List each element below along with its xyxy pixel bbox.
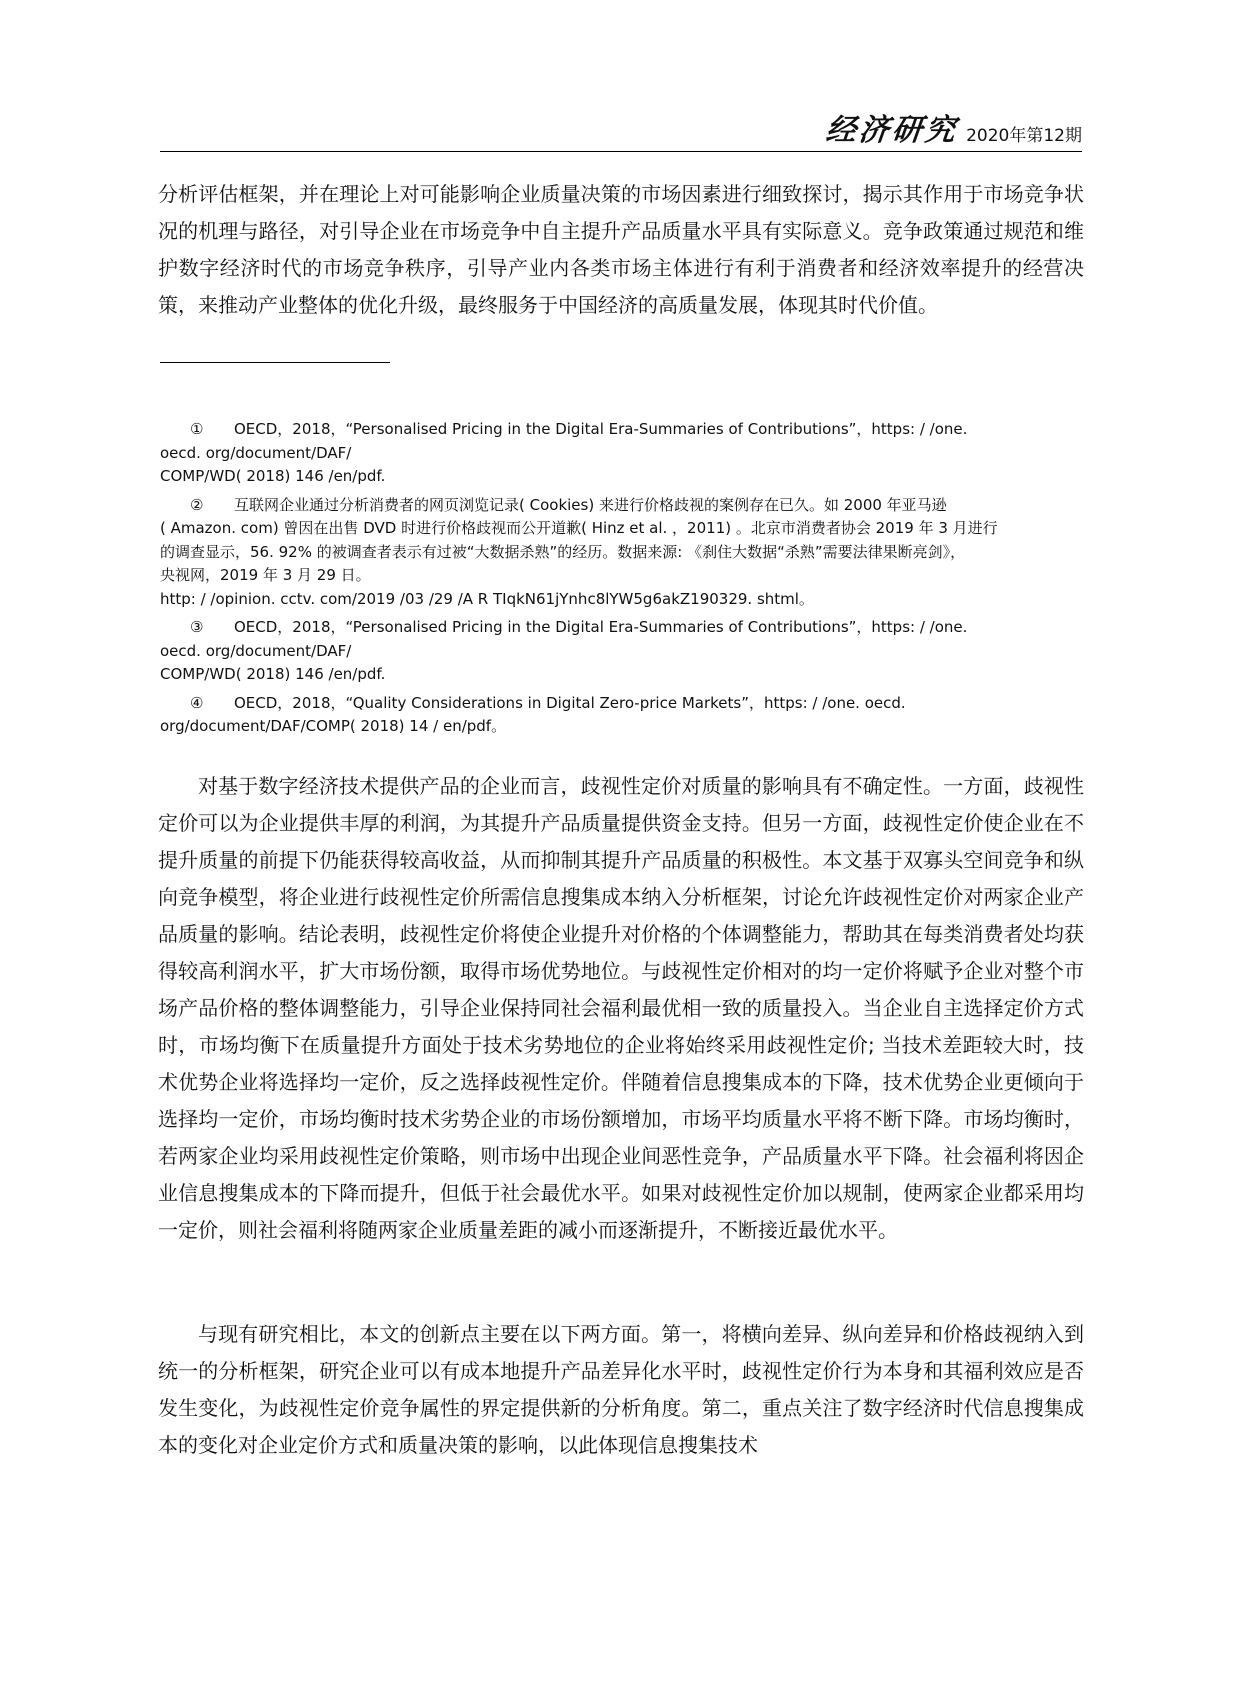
footnote-text: OECD，2018，“Quality Considerations in Digital Zero-price Markets”，https: / /one. oecd. bbox=[234, 693, 906, 712]
footnote-2 bbox=[160, 494, 1080, 612]
footnote-text: COMP/WD( 2018) 146 /en/pdf. bbox=[160, 467, 386, 485]
footnote-marker: ③ bbox=[190, 618, 204, 636]
footnote-text: 互联网企业通过分析消费者的网页浏览记录( Cookies) 来进行价格歧视的案例存在已久。如 2000 年亚马逊 bbox=[234, 495, 947, 514]
body-paragraph-2: 对基于数字经济技术提供产品的企业而言，歧视性定价对质量的影响具有不确定性。一方面，歧视性定价可以为企业提供丰厚的利润，为其提升产品质量提供资金支持。但另一方面，歧视性定价使企业在不提升质量的前提下仍能获得较高收益，从而抑制其提升产品质量的积极性。本文基于双寡头空间竞争和纵向竞争模型，将企业进行歧视性定价所需信息搜集成本纳入分析框架，讨论允许歧视性定价对两家企业产品质量的影响。结论表明，歧视性定价将使企业提升对价格的个体调整能力，帮助其在每类消费者处均获得较高利润水平，扩大市场份额，取得市场优势地位。与歧视性定价相对的均一定价将赋予企业对整个市场产品价格的整体调整能力，引导企业保持同社会福利最优相一致的质量投入。当企业自主选择定价方式时，市场均衡下在质量提升方面处于技术劣势地位的企业将始终采用歧视性定价; 当技术差距较大时，技术优势企业将选择均一定价，反之选择歧视性定价。伴随着信息搜集成本的下降，技术优势企业更倾向于选择均一定价，市场均衡时技术劣势企业的市场份额增加，市场平均质量水平将不断下降。市场均衡时，若两家企业均采用歧视性定价策略，则市场中出现企业间恶性竞争，产品质量水平下降。社会福利将因企业信息搜集成本的下降而提升，但低于社会最优水平。如果对歧视性定价加以规制，使两家企业都采用均一定价，则社会福利将随两家企业质量差距的减小而逐渐提升，不断接近最优水平。 bbox=[158, 774, 1084, 1242]
footnote-text: 央视网，2019 年 3 月 29 日。 bbox=[160, 566, 371, 584]
footnote-text: 的调查显示，56. 92% 的被调查者表示有过被“大数据杀熟”的经历。数据来源: 《刹住大数据“杀熟”需要法律果断亮剑》， bbox=[160, 542, 966, 561]
footnote-4 bbox=[160, 692, 1080, 739]
footnote-link[interactable]: http: / /opinion. cctv. com/2019 /03 /29 /A R TIqkN61jYnhc8lYW5g6akZ190329. shtml。 bbox=[160, 589, 814, 608]
body-paragraph-1: 分析评估框架，并在理论上对可能影响企业质量决策的市场因素进行细致探讨，揭示其作用于市场竞争状况的机理与路径，对引导企业在市场竞争中自主提升产品质量水平具有实际意义。竞争政策通过规范和维护数字经济时代的市场竞争秩序，引导产业内各类市场主体进行有利于消费者和经济效率提升的经营决策，来推动产业整体的优化升级，最终服务于中国经济的高质量发展，体现其时代价值。 bbox=[158, 182, 1084, 317]
header-rule bbox=[160, 151, 1082, 152]
journal-name: 经济研究 bbox=[824, 113, 960, 148]
footnote-text: org/document/DAF/COMP( 2018) 14 / en/pdf。 bbox=[160, 717, 507, 735]
footnote-separator bbox=[160, 362, 390, 363]
footnote-3 bbox=[160, 616, 1080, 687]
footnote-marker: ① bbox=[190, 420, 204, 438]
footnote-text: COMP/WD( 2018) 146 /en/pdf. bbox=[160, 665, 386, 683]
footnote-text: ( Amazon. com) 曾因在出售 DVD 时进行价格歧视而公开道歉( Hinz et al. ，2011) 。北京市消费者协会 2019 年 3 月进行 bbox=[160, 519, 998, 537]
footnote-text: OECD，2018，“Personalised Pricing in the Digital Era-Summaries of Contributions”，https: / /one. bbox=[234, 618, 968, 636]
footnotes bbox=[160, 418, 1080, 739]
journal-issue: 2020年第12期 bbox=[966, 126, 1082, 146]
footnote-marker: ④ bbox=[190, 693, 204, 712]
footnote-1 bbox=[160, 418, 1080, 489]
running-header bbox=[160, 112, 1082, 152]
journal-masthead bbox=[826, 114, 1082, 148]
footnote-text: oecd. org/document/DAF/ bbox=[160, 443, 352, 462]
footnote-text: OECD，2018，“Personalised Pricing in the Digital Era-Summaries of Contributions”，https: / /one. bbox=[234, 420, 968, 438]
body-paragraph-3: 与现有研究相比，本文的创新点主要在以下两方面。第一，将横向差异、纵向差异和价格歧视纳入到统一的分析框架，研究企业可以有成本地提升产品差异化水平时，歧视性定价行为本身和其福利效应是否发生变化，为歧视性定价竞争属性的界定提供新的分析角度。第二，重点关注了数字经济时代信息搜集成本的变化对企业定价方式和质量决策的影响，以此体现信息搜集技术 bbox=[158, 1322, 1084, 1457]
footnote-marker: ② bbox=[190, 495, 204, 514]
footnote-text: oecd. org/document/DAF/ bbox=[160, 641, 352, 660]
